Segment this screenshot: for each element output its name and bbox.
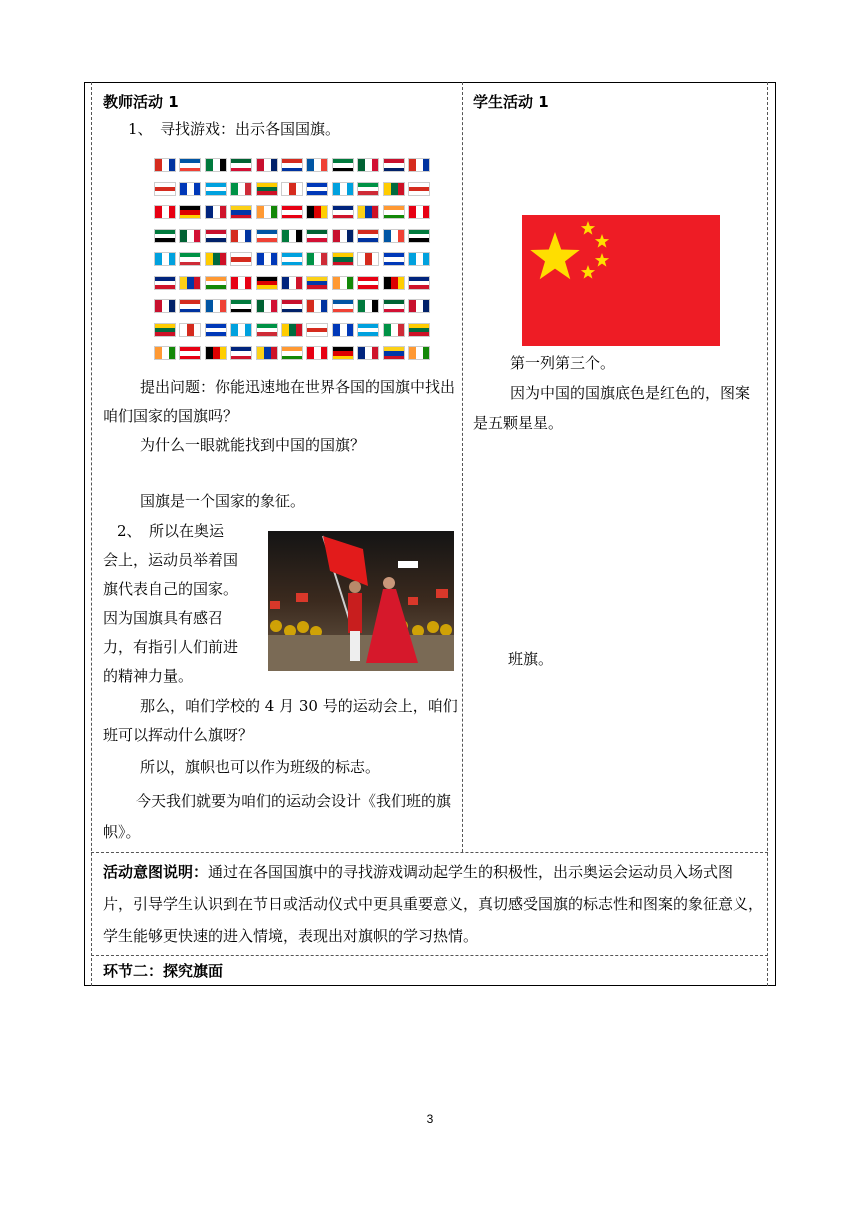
country-flag-icon [306, 205, 328, 219]
country-flag-icon [306, 229, 328, 243]
country-flag-icon [205, 252, 227, 266]
country-flag-icon [357, 182, 379, 196]
sports-meet-text: 那么，咱们学校的 4 月 30 号的运动会上，咱们班可以挥动什么旗呀？ [103, 697, 458, 744]
country-flag-icon [179, 346, 201, 360]
country-flag-icon [306, 158, 328, 172]
country-flag-icon [306, 299, 328, 313]
country-flag-icon [256, 205, 278, 219]
student-activity-header: 学生活动 1 [473, 93, 549, 111]
country-flag-icon [281, 323, 303, 337]
country-flag-icon [230, 158, 252, 172]
country-flag-icon [383, 346, 405, 360]
country-flag-icon [332, 323, 354, 337]
country-flag-icon [357, 252, 379, 266]
country-flag-icon [256, 323, 278, 337]
step-2-text [103, 517, 265, 691]
row-divider [91, 955, 768, 956]
answer-class-flag: 班旗。 [508, 650, 554, 668]
country-flag-icon [205, 276, 227, 290]
country-flag-icon [179, 323, 201, 337]
country-flag-icon [281, 346, 303, 360]
country-flag-icon [357, 276, 379, 290]
country-flag-icon [408, 205, 430, 219]
country-flag-icon [154, 323, 176, 337]
country-flag-icon [357, 229, 379, 243]
country-flag-icon [179, 229, 201, 243]
country-flag-icon [154, 205, 176, 219]
step-2-line: 力，有指引人们前进 [103, 638, 239, 656]
step-2-line: 会上，运动员举着国 [103, 551, 239, 569]
country-flag-icon [154, 299, 176, 313]
country-flag-icon [256, 158, 278, 172]
flag-field [522, 215, 720, 346]
country-flag-icon [306, 182, 328, 196]
country-flag-icon [230, 323, 252, 337]
country-flag-icon [383, 229, 405, 243]
country-flag-icon [256, 229, 278, 243]
olympic-parade-photo [268, 531, 454, 671]
country-flag-icon [332, 229, 354, 243]
country-flag-icon [383, 158, 405, 172]
country-flag-icon [205, 205, 227, 219]
country-flag-icon [154, 252, 176, 266]
country-flag-icon [230, 276, 252, 290]
country-flag-icon [230, 252, 252, 266]
country-flag-icon [332, 299, 354, 313]
country-flag-icon [179, 252, 201, 266]
country-flag-icon [306, 323, 328, 337]
sign-text: 所以，旗帜也可以作为班级的标志。 [140, 758, 381, 776]
country-flag-icon [357, 323, 379, 337]
country-flag-icon [230, 229, 252, 243]
country-flag-icon [306, 276, 328, 290]
world-flags-grid [154, 158, 432, 370]
step-2-line: 因为国旗具有感召 [103, 609, 224, 627]
country-flag-icon [383, 205, 405, 219]
country-flag-icon [408, 299, 430, 313]
country-flag-icon [332, 346, 354, 360]
activity-intent-text: 通过在各国国旗中的寻找游戏调动起学生的积极性，出示奥运会运动员入场式图片，引导学生认识到在节日或活动仪式中更具重要意义，真切感受国旗的标志性和图案的象征意义，学生能够更快速的进入情境，表现出对旗帜的学习热情。 [103, 863, 764, 945]
country-flag-icon [383, 182, 405, 196]
country-flag-icon [357, 158, 379, 172]
symbol-text: 国旗是一个国家的象征。 [140, 492, 306, 510]
answer-reason: 因为中国的国旗底色是红色的，图案是五颗星星。 [473, 384, 751, 432]
country-flag-icon [357, 299, 379, 313]
country-flag-icon [154, 229, 176, 243]
country-flag-icon [408, 323, 430, 337]
step-2-line: 旗代表自己的国家。 [103, 580, 239, 598]
country-flag-icon [205, 229, 227, 243]
country-flag-icon [332, 276, 354, 290]
country-flag-icon [332, 158, 354, 172]
country-flag-icon [154, 346, 176, 360]
country-flag-icon [332, 205, 354, 219]
country-flag-icon [332, 182, 354, 196]
country-flag-icon [179, 299, 201, 313]
country-flag-icon [179, 276, 201, 290]
country-flag-icon [332, 252, 354, 266]
country-flag-icon [281, 299, 303, 313]
country-flag-icon [179, 182, 201, 196]
country-flag-icon [383, 323, 405, 337]
country-flag-icon [154, 182, 176, 196]
country-flag-icon [256, 182, 278, 196]
country-flag-icon [408, 252, 430, 266]
country-flag-icon [281, 158, 303, 172]
country-flag-icon [408, 346, 430, 360]
country-flag-icon [154, 158, 176, 172]
step-2-line: 的精神力量。 [103, 667, 194, 685]
answer-position: 第一列第三个。 [510, 354, 616, 372]
country-flag-icon [179, 205, 201, 219]
country-flag-icon [281, 229, 303, 243]
question-text: 提出问题：你能迅速地在世界各国的国旗中找出咱们国家的国旗吗？ [103, 378, 456, 425]
country-flag-icon [205, 323, 227, 337]
section-2-title: 环节二：探究旗面 [103, 962, 224, 980]
country-flag-icon [281, 252, 303, 266]
country-flag-icon [306, 252, 328, 266]
country-flag-icon [383, 252, 405, 266]
country-flag-icon [306, 346, 328, 360]
country-flag-icon [357, 346, 379, 360]
country-flag-icon [408, 158, 430, 172]
country-flag-icon [281, 276, 303, 290]
country-flag-icon [205, 346, 227, 360]
country-flag-icon [205, 158, 227, 172]
country-flag-icon [230, 205, 252, 219]
column-divider [462, 82, 463, 852]
china-flag-image [522, 215, 720, 346]
country-flag-icon [230, 299, 252, 313]
country-flag-icon [154, 276, 176, 290]
country-flag-icon [179, 158, 201, 172]
country-flag-icon [256, 346, 278, 360]
country-flag-icon [383, 299, 405, 313]
question-why-text: 为什么一眼就能找到中国的国旗？ [140, 436, 366, 454]
activity-intent-label: 活动意图说明： [103, 863, 209, 881]
design-text: 今天我们就要为咱们的运动会设计《我们班的旗帜》。 [103, 792, 452, 841]
country-flag-icon [205, 299, 227, 313]
country-flag-icon [205, 182, 227, 196]
row-divider [91, 852, 768, 853]
country-flag-icon [256, 276, 278, 290]
country-flag-icon [281, 205, 303, 219]
country-flag-icon [383, 276, 405, 290]
country-flag-icon [230, 346, 252, 360]
country-flag-icon [408, 276, 430, 290]
page-number: 3 [426, 1112, 434, 1126]
activity-intent [103, 856, 763, 952]
country-flag-icon [230, 182, 252, 196]
step-2-line: 2、 所以在奥运 [117, 522, 225, 540]
country-flag-icon [256, 299, 278, 313]
country-flag-icon [357, 205, 379, 219]
country-flag-icon [408, 229, 430, 243]
step-1-text: 1、 寻找游戏：出示各国国旗。 [128, 120, 341, 138]
teacher-activity-header: 教师活动 1 [103, 93, 179, 111]
country-flag-icon [408, 182, 430, 196]
country-flag-icon [256, 252, 278, 266]
country-flag-icon [281, 182, 303, 196]
